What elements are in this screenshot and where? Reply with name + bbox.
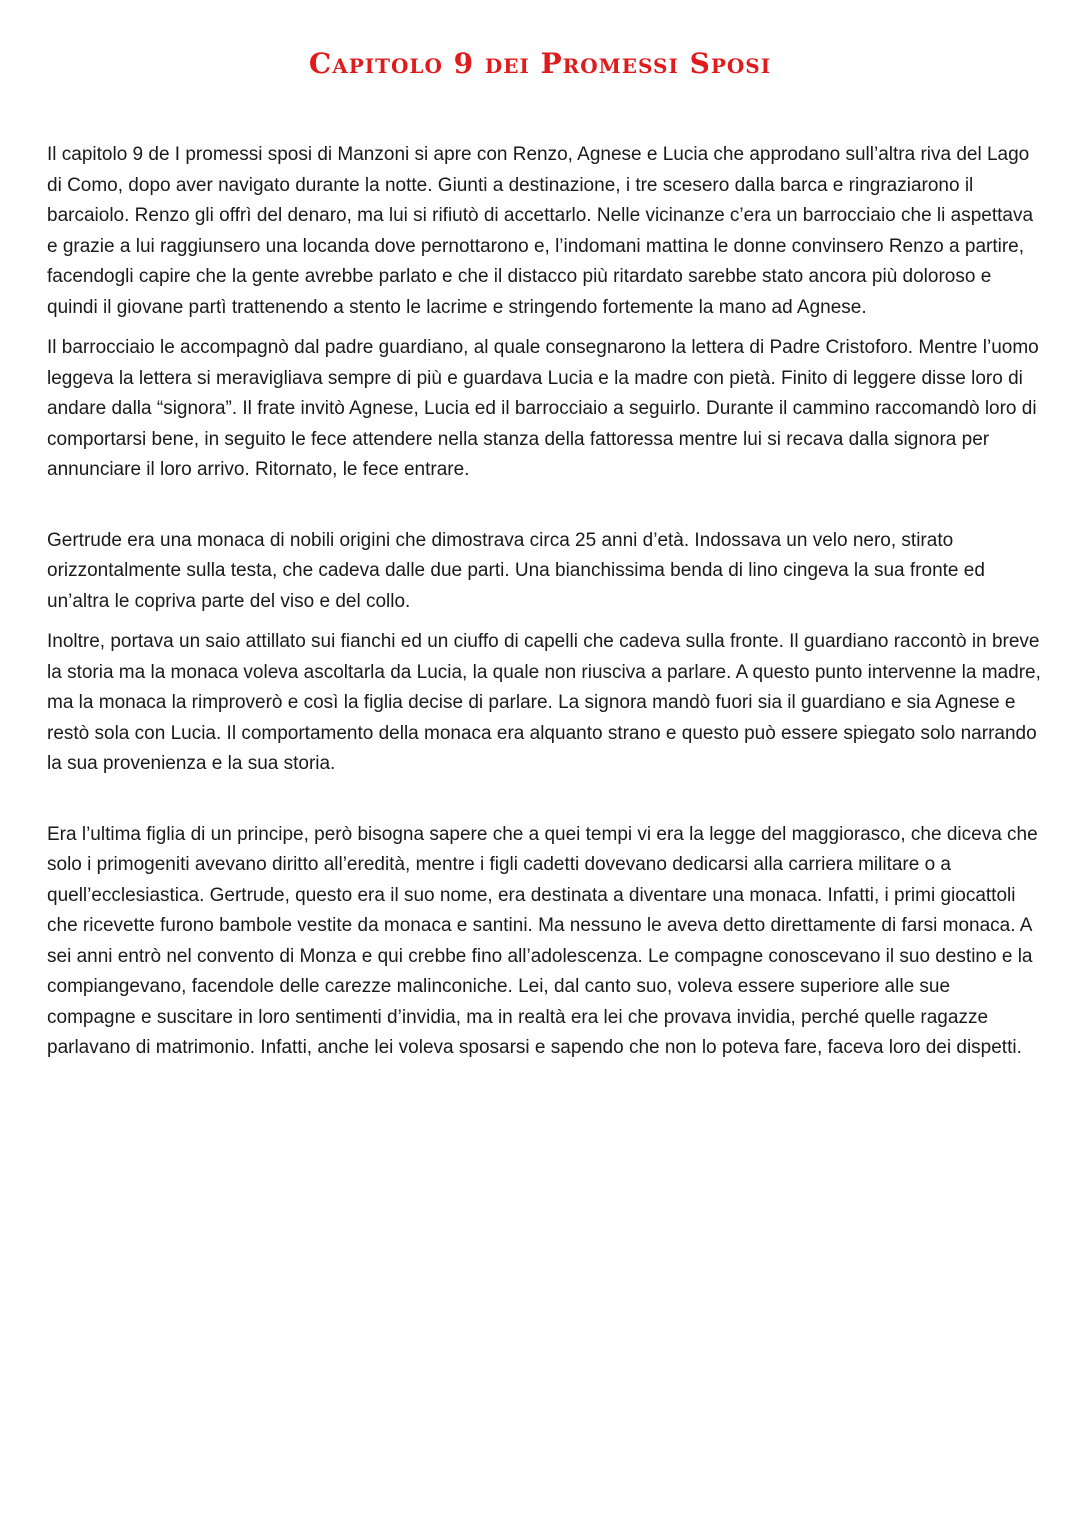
paragraph-2: Il barrocciaio le accompagnò dal padre guardiano, al quale consegnarono la lettera di Padre Cristoforo. Mentre l’uomo leggeva la lettera si meravigliava sempre di più e guardava Lucia e la madre con pietà. Finito di leggere disse loro di andare dalla “signora”. Il frate invitò Agnese, Lucia ed il barrocciaio a seguirlo. Durante il cammino raccomandò loro di comportarsi bene, in seguito le fece attendere nella stanza della fattoressa mentre lui si recava dalla signora per annunciare il loro arrivo. Ritornato, le fece entrare. <box>47 337 1039 480</box>
paragraph-5: Era l’ultima figlia di un principe, però bisogna sapere che a quei tempi vi era la legge del maggiorasco, che diceva che solo i primogeniti avevano diritto all’eredità, mentre i figli cadetti dovevano dedicarsi alla carriera militare o a quell’ecclesiastica. Gertrude, questo era il suo nome, era destinata a diventare una monaca. Infatti, i primi giocattoli che ricevette furono bambole vestite da monaca e santini. Ma nessuno le aveva detto direttamente di farsi monaca. A sei anni entrò nel convento di Monza e qui crebbe fino all’adolescenza. Le compagne conoscevano il suo destino e la compiangevano, facendole delle carezze malinconiche. Lei, dal canto suo, voleva essere superiore alle sue compagne e suscitare in loro sentimenti d’invidia, ma in realtà era lei che provava invidia, perché quelle ragazze parlavano di matrimonio. Infatti, anche lei voleva sposarsi e sapendo che non lo poteva fare, faceva loro dei dispetti. <box>47 823 1038 1058</box>
paragraph-4: Inoltre, portava un saio attillato sui fianchi ed un ciuffo di capelli che cadeva sulla fronte. Il guardiano raccontò in breve la storia ma la monaca voleva ascoltarla da Lucia, la quale non riusciva a parlare. A questo punto intervenne la madre, ma la monaca la rimproverò e così la figlia decise di parlare. La signora mandò fuori sia il guardiano e sia Agnese e restò sola con Lucia. Il comportamento della monaca era alquanto strano e questo può essere spiegato solo narrando la sua provenienza e la sua storia. <box>47 631 1041 774</box>
paragraph-3: Gertrude era una monaca di nobili origini che dimostrava circa 25 anni d’età. Indossava un velo nero, stirato orizzontalmente sulla testa, che cadeva dalle due parti. Una bianchissima benda di lino cingeva la sua fronte ed un’altra le copriva parte del viso e del collo. <box>47 529 985 612</box>
paragraph-1: Il capitolo 9 de I promessi sposi di Manzoni si apre con Renzo, Agnese e Lucia che approdano sull’altra riva del Lago di Como, dopo aver navigato durante la notte. Giunti a destinazione, i tre scesero dalla barca e ringraziarono il barcaiolo. Renzo gli offrì del denaro, ma lui si rifiutò di accettarlo. Nelle vicinanze c’era un barrocciaio che li aspettava e grazie a lui raggiunsero una locanda dove pernottarono e, l’indomani mattina le donne convinsero Renzo a partire, facendogli capire che la gente avrebbe parlato e che il distacco più ritardato sarebbe stato ancora più doloroso e quindi il giovane partì trattenendo a stento le lacrime e stringendo fortemente la mano ad Agnese. <box>47 144 1034 318</box>
page-title: Capitolo 9 dei Promessi Sposi <box>308 47 772 80</box>
document-body <box>47 140 1042 1064</box>
